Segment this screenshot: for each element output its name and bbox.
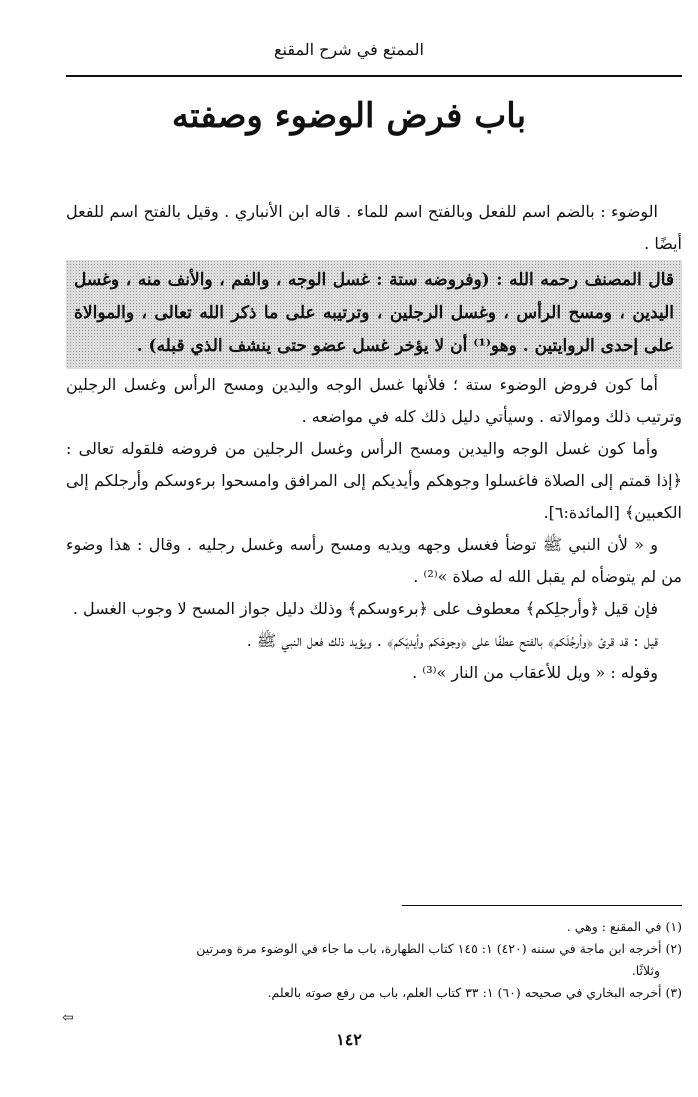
page-number: ١٤٢ [336, 1030, 362, 1049]
footnote-2-continued: وثلاثًا. [631, 963, 660, 978]
footnote-2: (٢) أخرجه ابن ماجة في سننه (٤٢٠) ١: ١٤٥ كتاب الطهارة، باب ما جاء في الوضوء مرة ومرتين [196, 941, 682, 956]
footnotes [66, 916, 682, 1004]
paragraph-6: وقوله : « ويل للأعقاب من النار »⁽³⁾ . [412, 663, 658, 682]
main-text [66, 196, 682, 689]
paragraph-1: أما كون فروض الوضوء ستة ؛ فلأنها غسل الوجه واليدين ومسح الرأس وغسل الرجلين وترتيب ذلك وموالاته . وسيأتي دليل ذلك كله في مواضعه . [66, 375, 682, 426]
matn-quote-block: قال المصنف رحمه الله : (وفروضه ستة : غسل الوجه ، والفم ، والأنف منه ، وغسل اليدين ، ومسح الرأس ، وغسل الرجلين ، وترتيبه على ما ذكر الله تعالى ، والموالاة على إحدى الروايتين . وهو⁽¹⁾ أن لا يؤخر غسل عضو حتى ينشف الذي قبله) . [66, 260, 682, 369]
footnote-rule [402, 905, 682, 906]
paragraph-2: وأما كون غسل الوجه واليدين ومسح الرأس وغسل الرجلين من فروضه فلقوله تعالى : ﴿إذا قمتم إلى الصلاة فاغسلوا وجوهكم وأيديكم إلى المرافق وامسحوا برءوسكم وأرجلكم إلى الكعبين﴾ [المائدة:٦]. [66, 439, 682, 522]
header-rule [66, 75, 682, 77]
paragraph-4: فإن قيل ﴿وأرجلِكم﴾ معطوف على ﴿برءوسكم﴾ وذلك دليل جواز المسح لا وجوب الغسل . [72, 599, 658, 618]
footnote-1: (١) في المقنع : وهي . [566, 919, 682, 934]
continue-arrow-icon: ⇦ [62, 1010, 74, 1026]
chapter-title: باب فرض الوضوء وصفته [171, 96, 527, 136]
running-title: الممتع في شرح المقنع [274, 40, 424, 59]
footnote-3: (٣) أخرجه البخاري في صحيحه (٦٠) ١: ٣٣ كتاب العلم، باب من رفع صوته بالعلم. [267, 985, 682, 1000]
intro-paragraph: الوضوء : بالضم اسم للفعل وبالفتح اسم للماء . قاله ابن الأنباري . وقيل بالفتح اسم للفعل أيضًا . [66, 202, 682, 253]
paragraph-3: و « لأن النبي ﷺ توضأ فغسل وجهه ويديه ومسح رأسه وغسل رجليه . وقال : هذا وضوء من لم يتوضأه لم يقبل الله له صلاة »⁽²⁾ . [66, 535, 682, 586]
paragraph-5: قيل : قد قرئ ﴿وأرجُلَكم﴾ بالفتح عطفًا على ﴿وجوهَكم وأيديَكم﴾ . ويؤيد ذلك فعل النبي ﷺ . [246, 631, 658, 650]
